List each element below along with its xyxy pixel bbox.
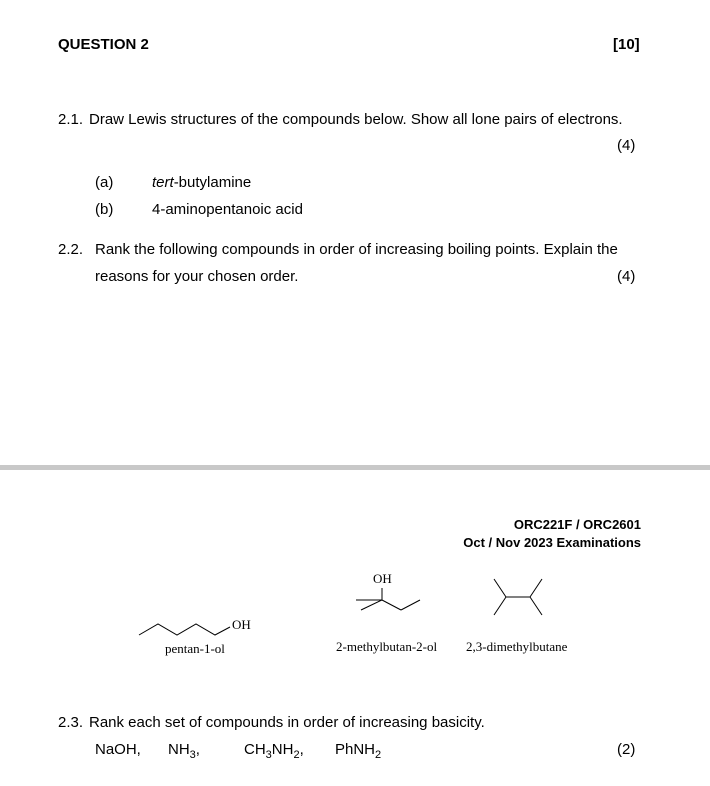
question-title: QUESTION 2 xyxy=(58,36,149,53)
pentanol-oh-label: OH xyxy=(232,617,251,632)
q2-1-a-text xyxy=(152,174,251,191)
compound-phnh2-base: PhNH xyxy=(335,741,376,758)
q2-2-line1: Rank the following compounds in order of increasing boiling points. Explain the xyxy=(95,241,618,258)
dimethylbutane-c1-bond xyxy=(494,579,506,597)
compound-ch3nh2-sub: 3 xyxy=(265,749,272,761)
q2-2-line2: reasons for your chosen order. xyxy=(95,268,299,285)
methylbutanol-oh-label: OH xyxy=(373,571,392,586)
exam-session: Oct / Nov 2023 Examinations xyxy=(463,535,641,550)
q2-1-text: Draw Lewis structures of the compounds below. Show all lone pairs of electrons. xyxy=(89,111,623,128)
q2-1-a-label: (a) xyxy=(95,174,114,191)
compound-phnh2 xyxy=(335,741,381,761)
compound-ch3nh2 xyxy=(244,741,304,761)
course-code: ORC221F / ORC2601 xyxy=(513,517,641,532)
pentanol-skeleton xyxy=(139,624,230,635)
compound-nh3-base: NH xyxy=(168,741,190,758)
dimethylbutane-name: 2,3-dimethylbutane xyxy=(466,639,568,654)
pentanol-name: pentan-1-ol xyxy=(165,641,225,656)
compound-phnh2-sub: 2 xyxy=(375,749,382,761)
methylbutanol-methyl-bond xyxy=(361,600,382,610)
compound-naoh-text: NaOH, xyxy=(95,741,141,758)
question-total-marks: [10] xyxy=(613,36,640,53)
compound-nh3-suffix: , xyxy=(195,741,200,758)
q2-3-text: Rank each set of compounds in order of increasing basicity. xyxy=(89,714,485,731)
q2-1-b-label: (b) xyxy=(95,201,114,218)
methylbutanol-c3-bond xyxy=(382,600,401,610)
q2-2-number: 2.2. xyxy=(58,241,84,258)
compound-nh3-sub: 3 xyxy=(189,749,196,761)
compound-ch3nh2-suffix: , xyxy=(299,741,304,758)
q2-3-marks: (2) xyxy=(617,741,636,758)
compound-ch3nh2-sub2: 2 xyxy=(293,749,300,761)
q2-2-marks: (4) xyxy=(617,268,636,285)
methylbutanol-c4-bond xyxy=(401,600,420,610)
dimethylbutane-c1b-bond xyxy=(494,597,506,615)
q2-1-a-rest: -butylamine xyxy=(173,174,252,191)
compound-ch3nh2-mid: NH xyxy=(271,741,294,758)
compound-nh3 xyxy=(168,741,200,761)
q2-3-number: 2.3. xyxy=(58,714,84,731)
methylbutanol-name: 2-methylbutan-2-ol xyxy=(336,639,438,654)
q2-1-marks: (4) xyxy=(617,137,636,154)
compound-ch3nh2-base: CH xyxy=(244,741,266,758)
dimethylbutane-c4b-bond xyxy=(530,597,542,615)
q2-1-number: 2.1. xyxy=(58,111,84,128)
q2-1-b-text: 4-aminopentanoic acid xyxy=(152,201,303,218)
compound-naoh xyxy=(95,741,141,758)
dimethylbutane-c4-bond xyxy=(530,579,542,597)
page-divider xyxy=(0,465,710,470)
q2-1-a-italic: tert xyxy=(152,174,174,191)
